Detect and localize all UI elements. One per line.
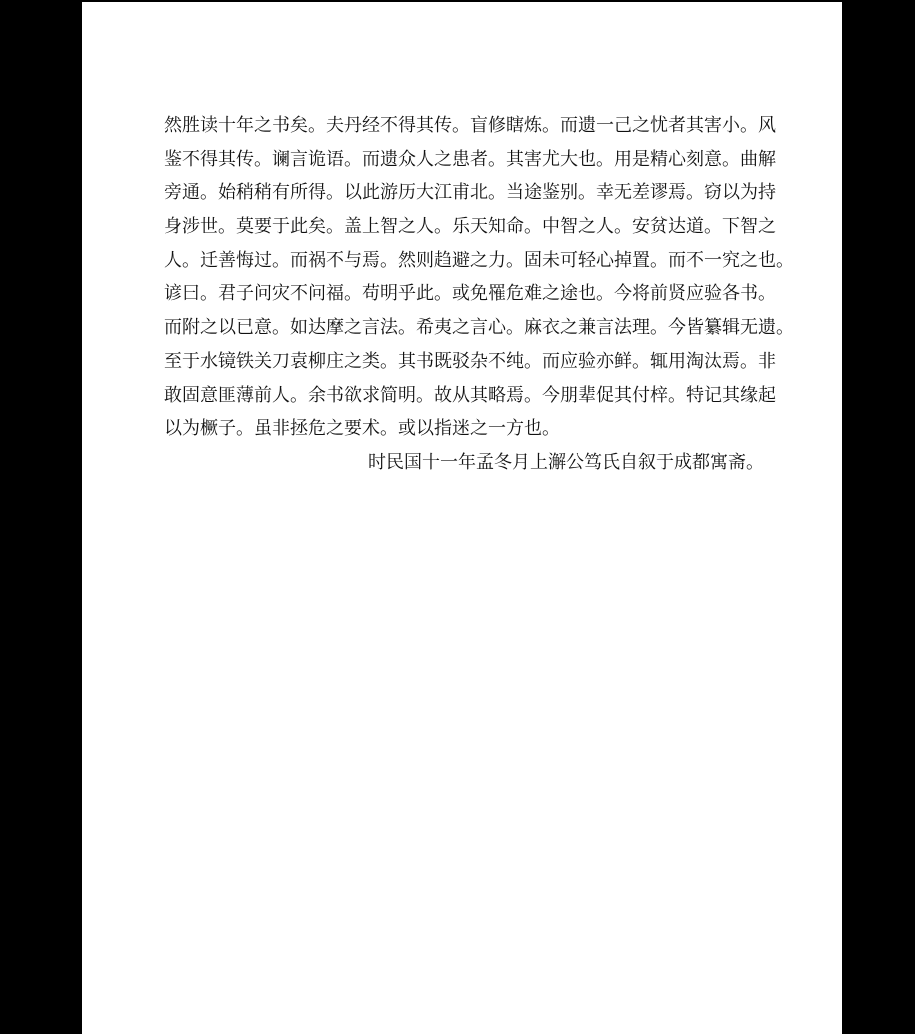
- document-page: [82, 2, 842, 1034]
- text-line-5: 人。迁善悔过。而祸不与焉。然则趋避之力。固未可轻心掉置。而不一究之也。: [164, 249, 794, 271]
- text-line-4: 身涉世。莫要于此矣。盖上智之人。乐天知命。中智之人。安贫达道。下智之: [164, 216, 776, 238]
- text-line-6: 谚曰。君子问灾不问福。苟明乎此。或免罹危难之途也。今将前贤应验各书。: [164, 283, 776, 305]
- text-line-7: 而附之以已意。如达摩之言法。希夷之言心。麻衣之兼言法理。今皆纂辑无遗。: [164, 317, 794, 339]
- signature-line: 时民国十一年孟冬月上澥公笃氏自叙于成都寓斋。: [368, 451, 764, 473]
- text-line-1: 然胜读十年之书矣。夫丹经不得其传。盲修瞎炼。而遗一己之忧者其害小。风: [164, 115, 776, 136]
- text-line-10: 以为橛子。虽非拯危之要术。或以指迷之一方也。: [164, 418, 560, 440]
- preface-text: [164, 109, 794, 480]
- text-line-8: 至于水镜铁关刀袁柳庄之类。其书既驳杂不纯。而应验亦鲜。辄用淘汰焉。非: [164, 350, 776, 372]
- text-line-3: 旁通。始稍稍有所得。以此游历大江甫北。当途鉴别。幸无差谬焉。窃以为持: [164, 182, 776, 204]
- text-line-9: 敢固意匪薄前人。余书欲求简明。故从其略焉。今朋辈促其付梓。特记其缘起: [164, 384, 776, 406]
- text-line-2: 鉴不得其传。谰言诡语。而遗众人之患者。其害尤大也。用是精心刻意。曲解: [164, 148, 776, 170]
